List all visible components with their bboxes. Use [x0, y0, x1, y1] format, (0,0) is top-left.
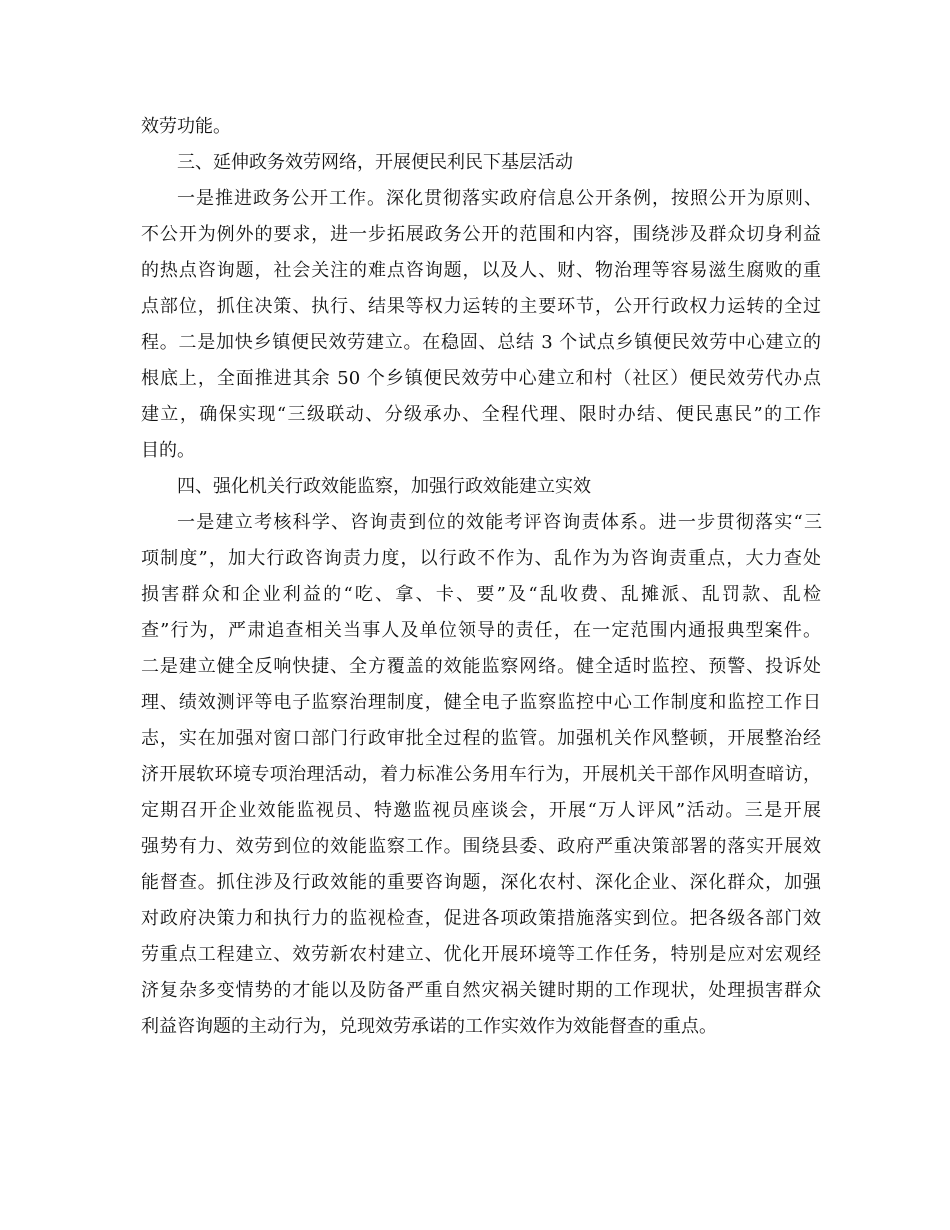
text-line: 目的。 — [141, 440, 195, 461]
text-line: 不公开为例外的要求，进一步拓展政务公开的范围和内容，围绕涉及群众切身利益 — [141, 224, 821, 245]
text-line: 能督查。抓住涉及行政效能的重要咨询题，深化农村、深化企业、深化群众，加强 — [141, 872, 821, 893]
text-line: 定期召开企业效能监视员、特邀监视员座谈会，开展“万人评风”活动。三是开展 — [141, 800, 821, 821]
section-heading-4: 四、强化机关行政效能监察，加强行政效能建立实效 — [177, 476, 591, 497]
text-line: 利益咨询题的主动行为，兑现效劳承诺的工作实效作为效能督查的重点。 — [141, 1016, 717, 1037]
text-line: 理、绩效测评等电子监察治理制度，健全电子监察监控中心工作制度和监控工作日 — [141, 692, 821, 713]
text-line: 效劳功能。 — [141, 116, 231, 137]
text-line: 济开展软环境专项治理活动，着力标准公务用车行为，开展机关干部作风明查暗访， — [141, 764, 821, 785]
text-line: 的热点咨询题，社会关注的难点咨询题，以及人、财、物治理等容易滋生腐败的重 — [141, 260, 821, 281]
text-line: 一是建立考核科学、咨询责到位的效能考评咨询责体系。进一步贯彻落实“三 — [177, 512, 822, 533]
text-line: 程。二是加快乡镇便民效劳建立。在稳固、总结 3 个试点乡镇便民效劳中心建立的 — [141, 332, 821, 353]
text-line: 一是推进政务公开工作。深化贯彻落实政府信息公开条例，按照公开为原则、 — [177, 188, 822, 209]
text-line: 劳重点工程建立、效劳新农村建立、优化开展环境等工作任务，特别是应对宏观经 — [141, 944, 821, 965]
text-line: 强势有力、效劳到位的效能监察工作。围绕县委、政府严重决策部署的落实开展效 — [141, 836, 821, 857]
text-line: 志，实在加强对窗口部门行政审批全过程的监管。加强机关作风整顿，开展整治经 — [141, 728, 821, 749]
section-heading-3: 三、延伸政务效劳网络，开展便民利民下基层活动 — [177, 152, 573, 173]
text-line: 建立，确保实现“三级联动、分级承办、全程代理、限时办结、便民惠民”的工作 — [141, 404, 821, 425]
text-line: 项制度”，加大行政咨询责力度，以行政不作为、乱作为为咨询责重点，大力查处 — [141, 548, 821, 569]
text-line: 点部位，抓住决策、执行、结果等权力运转的主要环节，公开行政权力运转的全过 — [141, 296, 821, 317]
text-line: 二是建立健全反响快捷、全方覆盖的效能监察网络。健全适时监控、预警、投诉处 — [141, 656, 821, 677]
text-line: 对政府决策力和执行力的监视检查，促进各项政策措施落实到位。把各级各部门效 — [141, 908, 821, 929]
text-line: 损害群众和企业利益的“吃、拿、卡、要”及“乱收费、乱摊派、乱罚款、乱检 — [141, 584, 821, 605]
text-line: 查”行为，严肃追查相关当事人及单位领导的责任，在一定范围内通报典型案件。 — [141, 620, 821, 641]
text-line: 根底上，全面推进其余 50 个乡镇便民效劳中心建立和村（社区）便民效劳代办点 — [141, 368, 821, 389]
text-line: 济复杂多变情势的才能以及防备严重自然灾祸关键时期的工作现状，处理损害群众 — [141, 980, 821, 1001]
